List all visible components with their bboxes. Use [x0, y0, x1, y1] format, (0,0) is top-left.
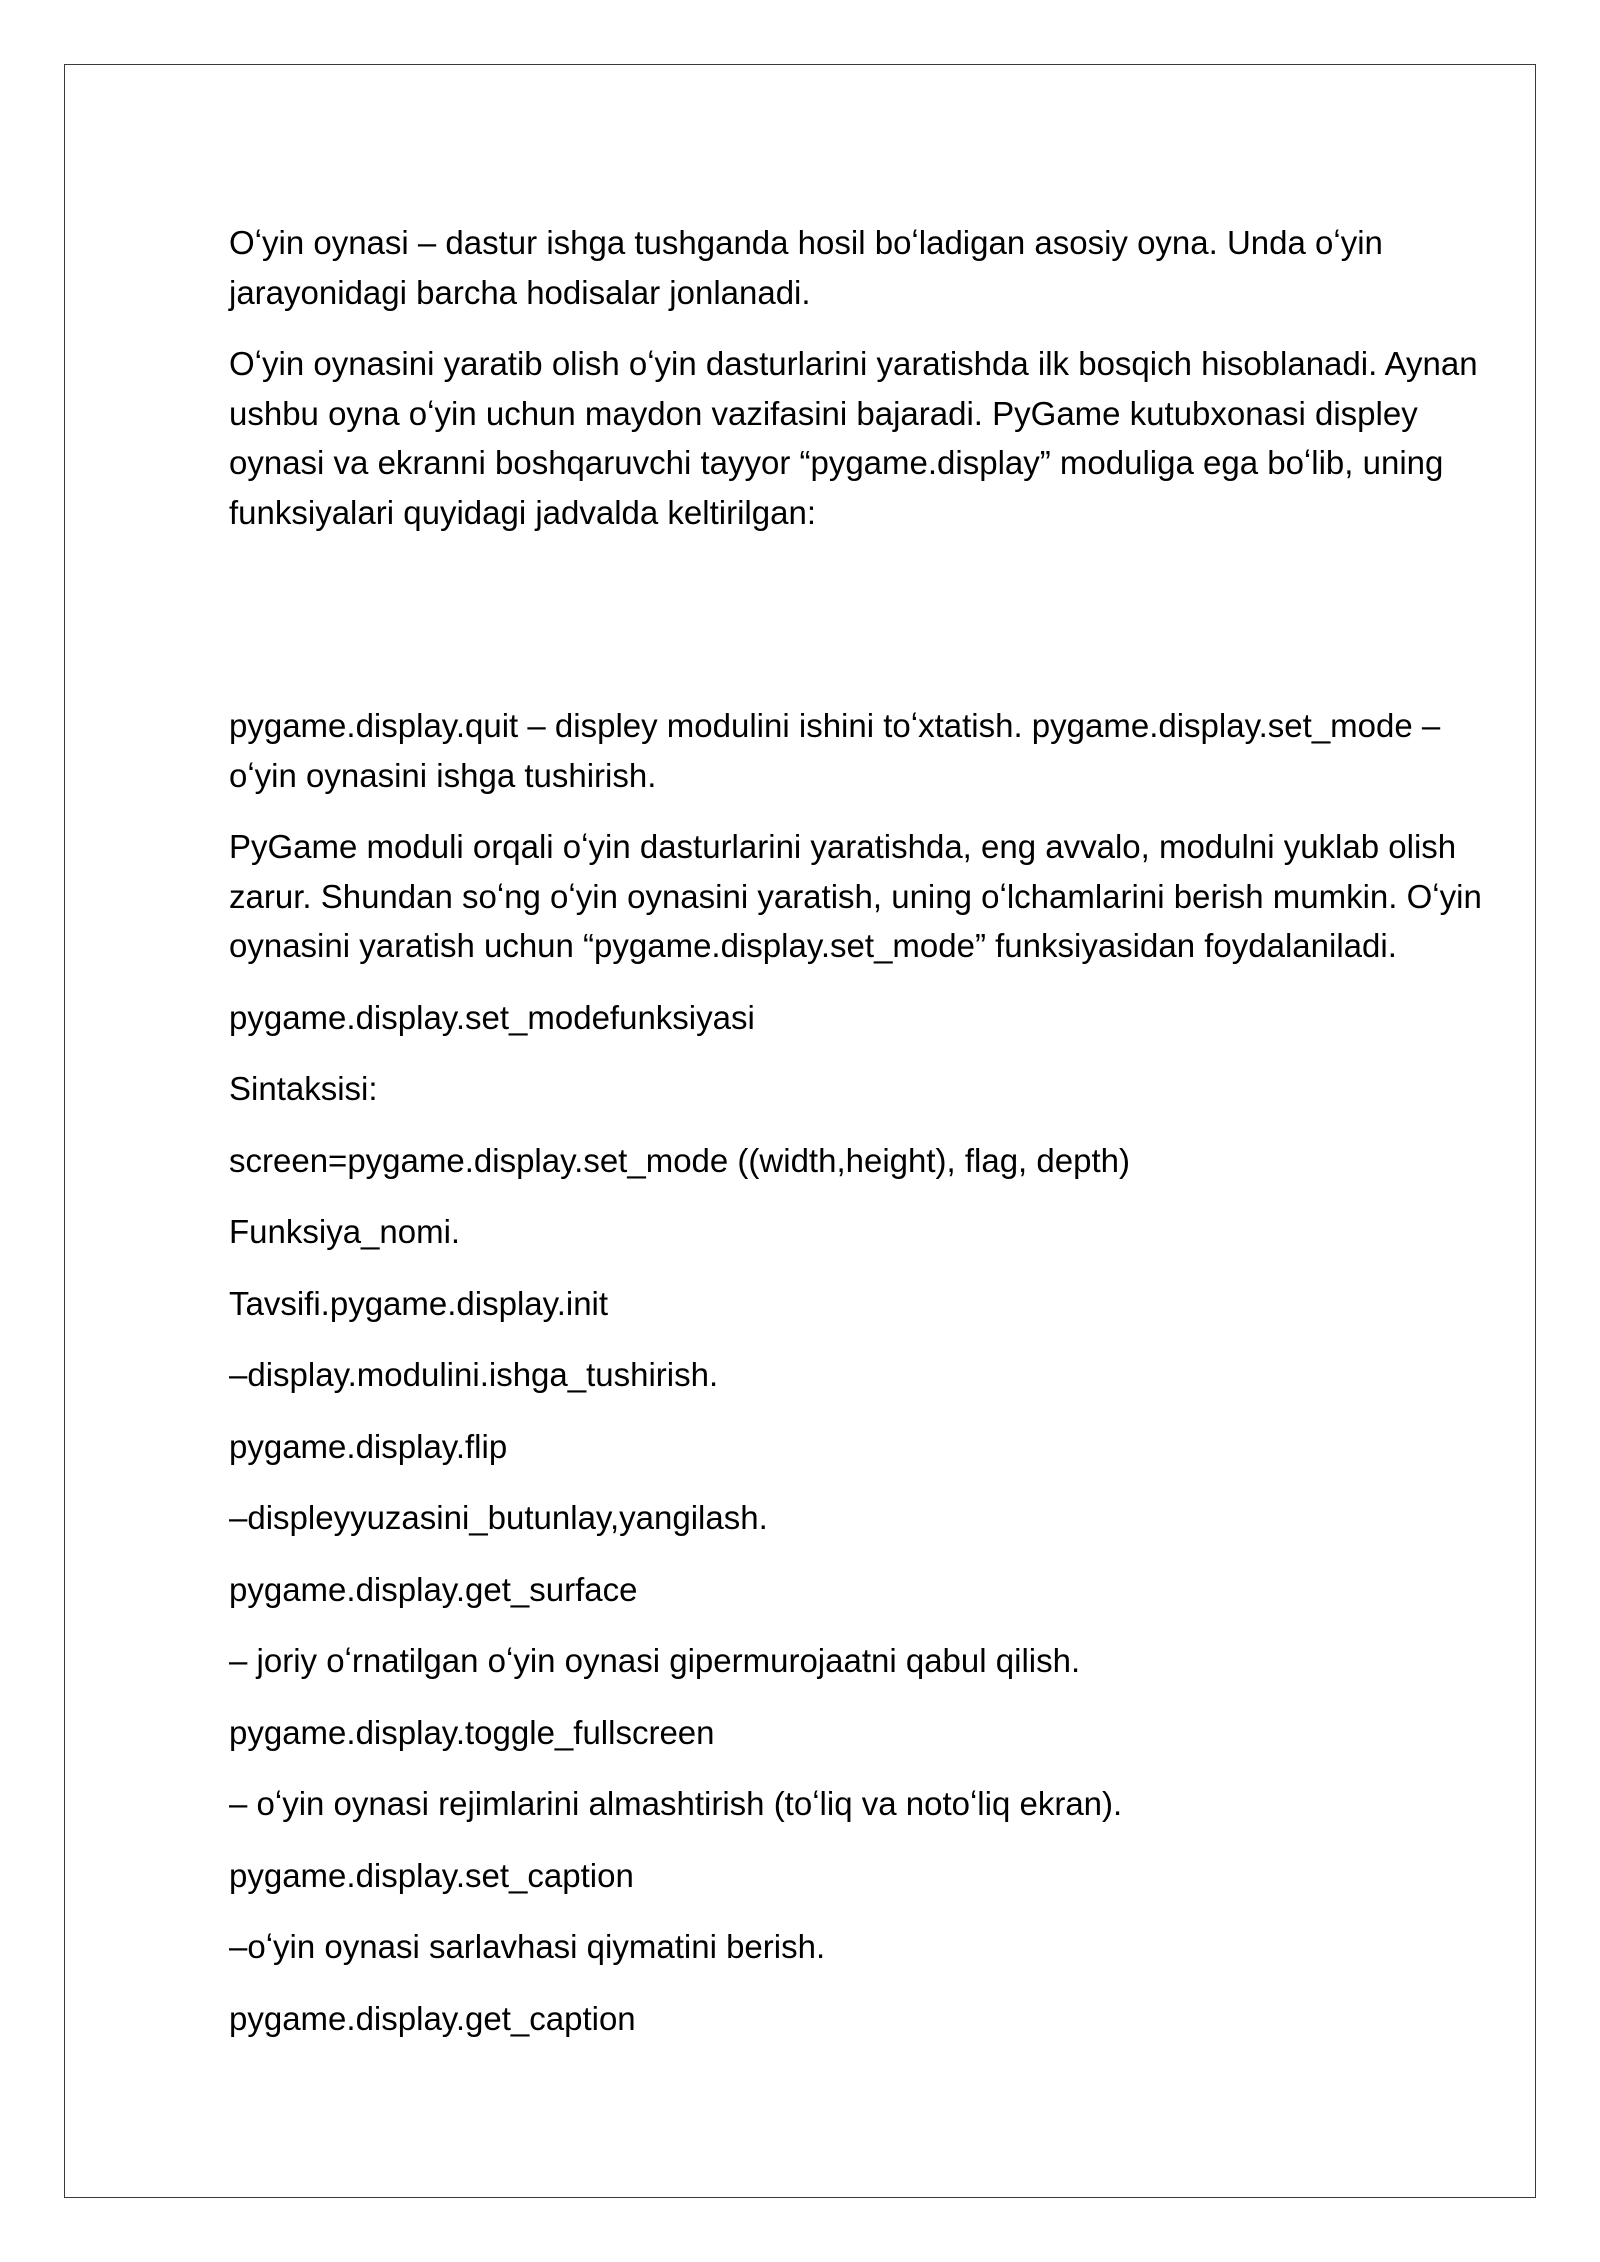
line-get-surface-desc: – joriy oʻrnatilgan oʻyin oynasi gipermurojaatni qabul qilish. [229, 1642, 1081, 1679]
line-flip-desc: –displeyyuzasini_butunlay,yangilash. [229, 1499, 768, 1536]
line-flip: pygame.display.flip [229, 1427, 508, 1465]
document-body [229, 218, 1489, 2065]
line-set-caption: pygame.display.set_caption [229, 1856, 634, 1894]
line-toggle-fullscreen-desc: – oʻyin oynasi rejimlarini almashtirish (toʻliq va notoʻliq ekran). [229, 1785, 1123, 1822]
line-set-caption-desc: –oʻyin oynasi sarlavhasi qiymatini berish. [229, 1928, 826, 1965]
line-get-caption: pygame.display.get_caption [229, 1999, 636, 2037]
paragraph-quit-setmode: pygame.display.quit – displey modulini ishini toʻxtatish. pygame.display.set_mode – oʻyin oynasini ishga tushirish. [229, 707, 1441, 794]
line-init-desc: –display.modulini.ishga_tushirish. [229, 1356, 719, 1393]
table-placeholder-gap [229, 559, 1489, 701]
line-init: Tavsifi.pygame.display.init [229, 1284, 609, 1322]
paragraph-display-module: Oʻyin oynasini yaratib olish oʻyin dasturlarini yaratishda ilk bosqich hisoblanadi. Aynan ushbu oyna oʻyin uchun maydon vazifasini bajaradi. PyGame kutubxonasi displey oynasi va ekranni boshqaruvchi tayyor “pygame.display” moduliga ega boʻlib, uning funksiyalari quyidagi jadvalda keltirilgan: [229, 345, 1478, 531]
line-get-surface: pygame.display.get_surface [229, 1570, 638, 1608]
line-function-name: Funksiya_nomi. [229, 1213, 461, 1250]
line-syntax-label: Sintaksisi: [229, 1070, 378, 1107]
line-set-mode-function: pygame.display.set_modefunksiyasi [229, 998, 755, 1036]
line-toggle-fullscreen: pygame.display.toggle_fullscreen [229, 1713, 715, 1751]
line-syntax-code: screen=pygame.display.set_mode ((width,height), flag, depth) [229, 1141, 1130, 1179]
paragraph-intro: Oʻyin oynasi – dastur ishga tushganda hosil boʻladigan asosiy oyna. Unda oʻyin jarayonidagi barcha hodisalar jonlanadi. [229, 224, 1383, 311]
paragraph-create-window: PyGame moduli orqali oʻyin dasturlarini yaratishda, eng avvalo, modulni yuklab olish zarur. Shundan soʻng oʻyin oynasini yaratish, uning oʻlchamlarini berish mumkin. Oʻyin oynasini yaratish uchun “pygame.display.set_mode” funksiyasidan foydalaniladi. [229, 828, 1482, 964]
